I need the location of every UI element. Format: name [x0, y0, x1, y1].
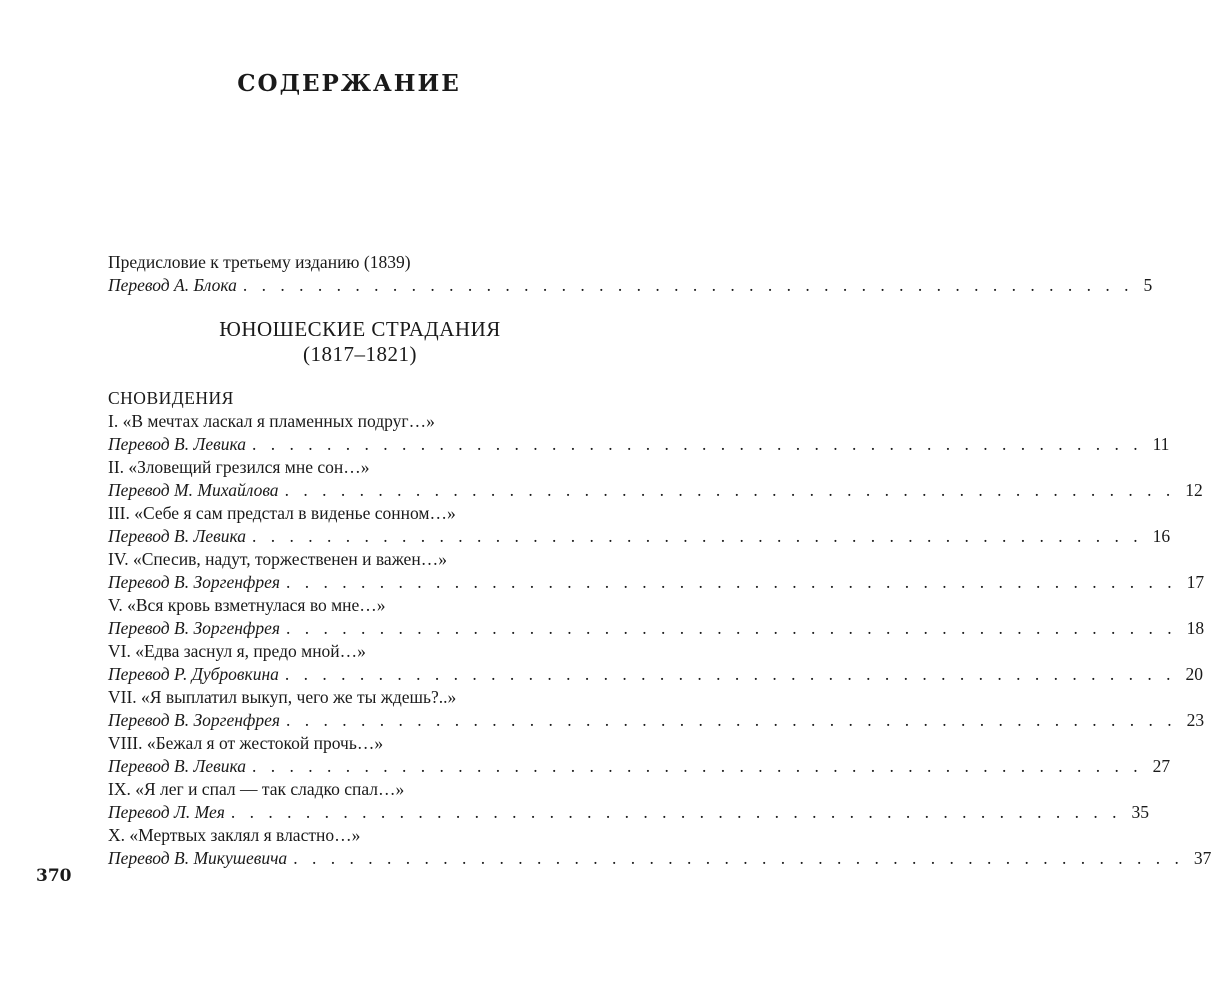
section-heading-block	[108, 317, 612, 367]
entry-translator: Перевод В. Микушевича	[108, 848, 288, 868]
dot-leader: . . . . . . . . . . . . . . . . . . . . . . . . . . . . . . . . . . . . . . . . . . . . . . . .	[286, 572, 1177, 592]
dot-leader: . . . . . . . . . . . . . . . . . . . . . . . . . . . . . . . . . . . . . . . . . . . . . . . .	[242, 275, 1134, 295]
toc-entry	[108, 594, 1205, 640]
dot-leader: . . . . . . . . . . . . . . . . . . . . . . . . . . . . . . . . . . . . . . . . . . . . . . . .	[251, 526, 1143, 546]
entry-translator: Перевод Л. Мея	[108, 802, 225, 822]
entry-title: X. «Мертвых заклял я властно…»	[108, 825, 361, 845]
section-title: ЮНОШЕСКИЕ СТРАДАНИЯ	[219, 317, 501, 341]
entry-translator: Перевод В. Зоргенфрея	[108, 572, 280, 592]
toc-entries	[108, 410, 1211, 870]
entry-translator: Перевод А. Блока	[108, 275, 237, 295]
entry-page: 17	[1186, 572, 1205, 592]
entry-page: 16	[1152, 526, 1171, 546]
entry-leader	[108, 525, 1171, 548]
entry-page: 20	[1185, 664, 1204, 684]
dot-leader: . . . . . . . . . . . . . . . . . . . . . . . . . . . . . . . . . . . . . . . . . . . . . . . .	[286, 710, 1177, 730]
entry-page: 11	[1152, 434, 1170, 454]
entry-title: I. «В мечтах ласкал я пламенных подруг…»	[108, 411, 435, 431]
toc-entry	[108, 410, 1170, 456]
dot-leader: . . . . . . . . . . . . . . . . . . . . . . . . . . . . . . . . . . . . . . . . . . . . . . . .	[286, 618, 1177, 638]
toc-entry	[108, 548, 1205, 594]
page-title: СОДЕРЖАНИЕ	[237, 70, 461, 97]
entry-translator: Перевод В. Левика	[108, 526, 246, 546]
dot-leader: . . . . . . . . . . . . . . . . . . . . . . . . . . . . . . . . . . . . . . . . . . . . . . . .	[251, 756, 1143, 776]
entry-page: 23	[1186, 710, 1205, 730]
entry-title: II. «Зловещий грезился мне сон…»	[108, 457, 370, 477]
entry-title: III. «Себе я сам предстал в виденье сонном…»	[108, 503, 456, 523]
toc-content	[108, 251, 1211, 870]
entry-leader	[108, 847, 1211, 870]
entry-translator: Перевод В. Зоргенфрея	[108, 710, 280, 730]
entry-leader	[108, 617, 1205, 640]
entry-page: 35	[1131, 802, 1149, 822]
entry-title: VII. «Я выплатил выкуп, чего же ты ждешь?..»	[108, 687, 457, 707]
toc-entry	[108, 502, 1171, 548]
entry-translator: Перевод В. Левика	[108, 756, 246, 776]
entry-page: 18	[1186, 618, 1205, 638]
toc-entry	[108, 824, 1211, 870]
entry-title: VIII. «Бежал я от жестокой прочь…»	[108, 733, 384, 753]
dot-leader: . . . . . . . . . . . . . . . . . . . . . . . . . . . . . . . . . . . . . . . . . . . . . . . .	[251, 434, 1143, 454]
subsection-title: СНОВИДЕНИЯ	[108, 388, 234, 408]
section-years: (1817–1821)	[303, 342, 417, 366]
entry-title: IV. «Спесив, надут, торжественен и важен…»	[108, 549, 447, 569]
entry-leader	[108, 479, 1203, 502]
toc-entry	[108, 732, 1171, 778]
entry-leader	[108, 433, 1170, 456]
entry-leader	[108, 801, 1149, 824]
toc-entry	[108, 686, 1205, 732]
dot-leader: . . . . . . . . . . . . . . . . . . . . . . . . . . . . . . . . . . . . . . . . . . . . . . . .	[293, 848, 1184, 868]
page-number: 370	[36, 866, 72, 886]
entry-leader	[108, 663, 1204, 686]
entry-translator: Перевод В. Левика	[108, 434, 246, 454]
toc-entry	[108, 640, 1204, 686]
entry-title: V. «Вся кровь взметнулася во мне…»	[108, 595, 386, 615]
toc-entry	[108, 778, 1149, 824]
toc-entry	[108, 456, 1203, 502]
dot-leader: . . . . . . . . . . . . . . . . . . . . . . . . . . . . . . . . . . . . . . . . . . . . . . . .	[230, 802, 1122, 822]
entry-leader	[108, 755, 1171, 778]
dot-leader: . . . . . . . . . . . . . . . . . . . . . . . . . . . . . . . . . . . . . . . . . . . . . . . .	[284, 664, 1176, 684]
entry-title: VI. «Едва заснул я, предо мной…»	[108, 641, 366, 661]
entry-page: 27	[1152, 756, 1171, 776]
entry-leader	[108, 709, 1205, 732]
entry-title: Предисловие к третьему изданию (1839)	[108, 252, 411, 272]
entry-translator: Перевод В. Зоргенфрея	[108, 618, 280, 638]
entry-page: 5	[1143, 275, 1153, 295]
dot-leader: . . . . . . . . . . . . . . . . . . . . . . . . . . . . . . . . . . . . . . . . . . . . . . . .	[284, 480, 1176, 500]
entry-translator: Перевод Р. Дубровкина	[108, 664, 279, 684]
entry-title: IX. «Я лег и спал — так сладко спал…»	[108, 779, 405, 799]
toc-entry-preface	[108, 251, 1153, 297]
entry-leader	[108, 274, 1153, 297]
entry-page: 37	[1193, 848, 1211, 868]
entry-leader	[108, 571, 1205, 594]
entry-page: 12	[1185, 480, 1203, 500]
entry-translator: Перевод М. Михайлова	[108, 480, 279, 500]
